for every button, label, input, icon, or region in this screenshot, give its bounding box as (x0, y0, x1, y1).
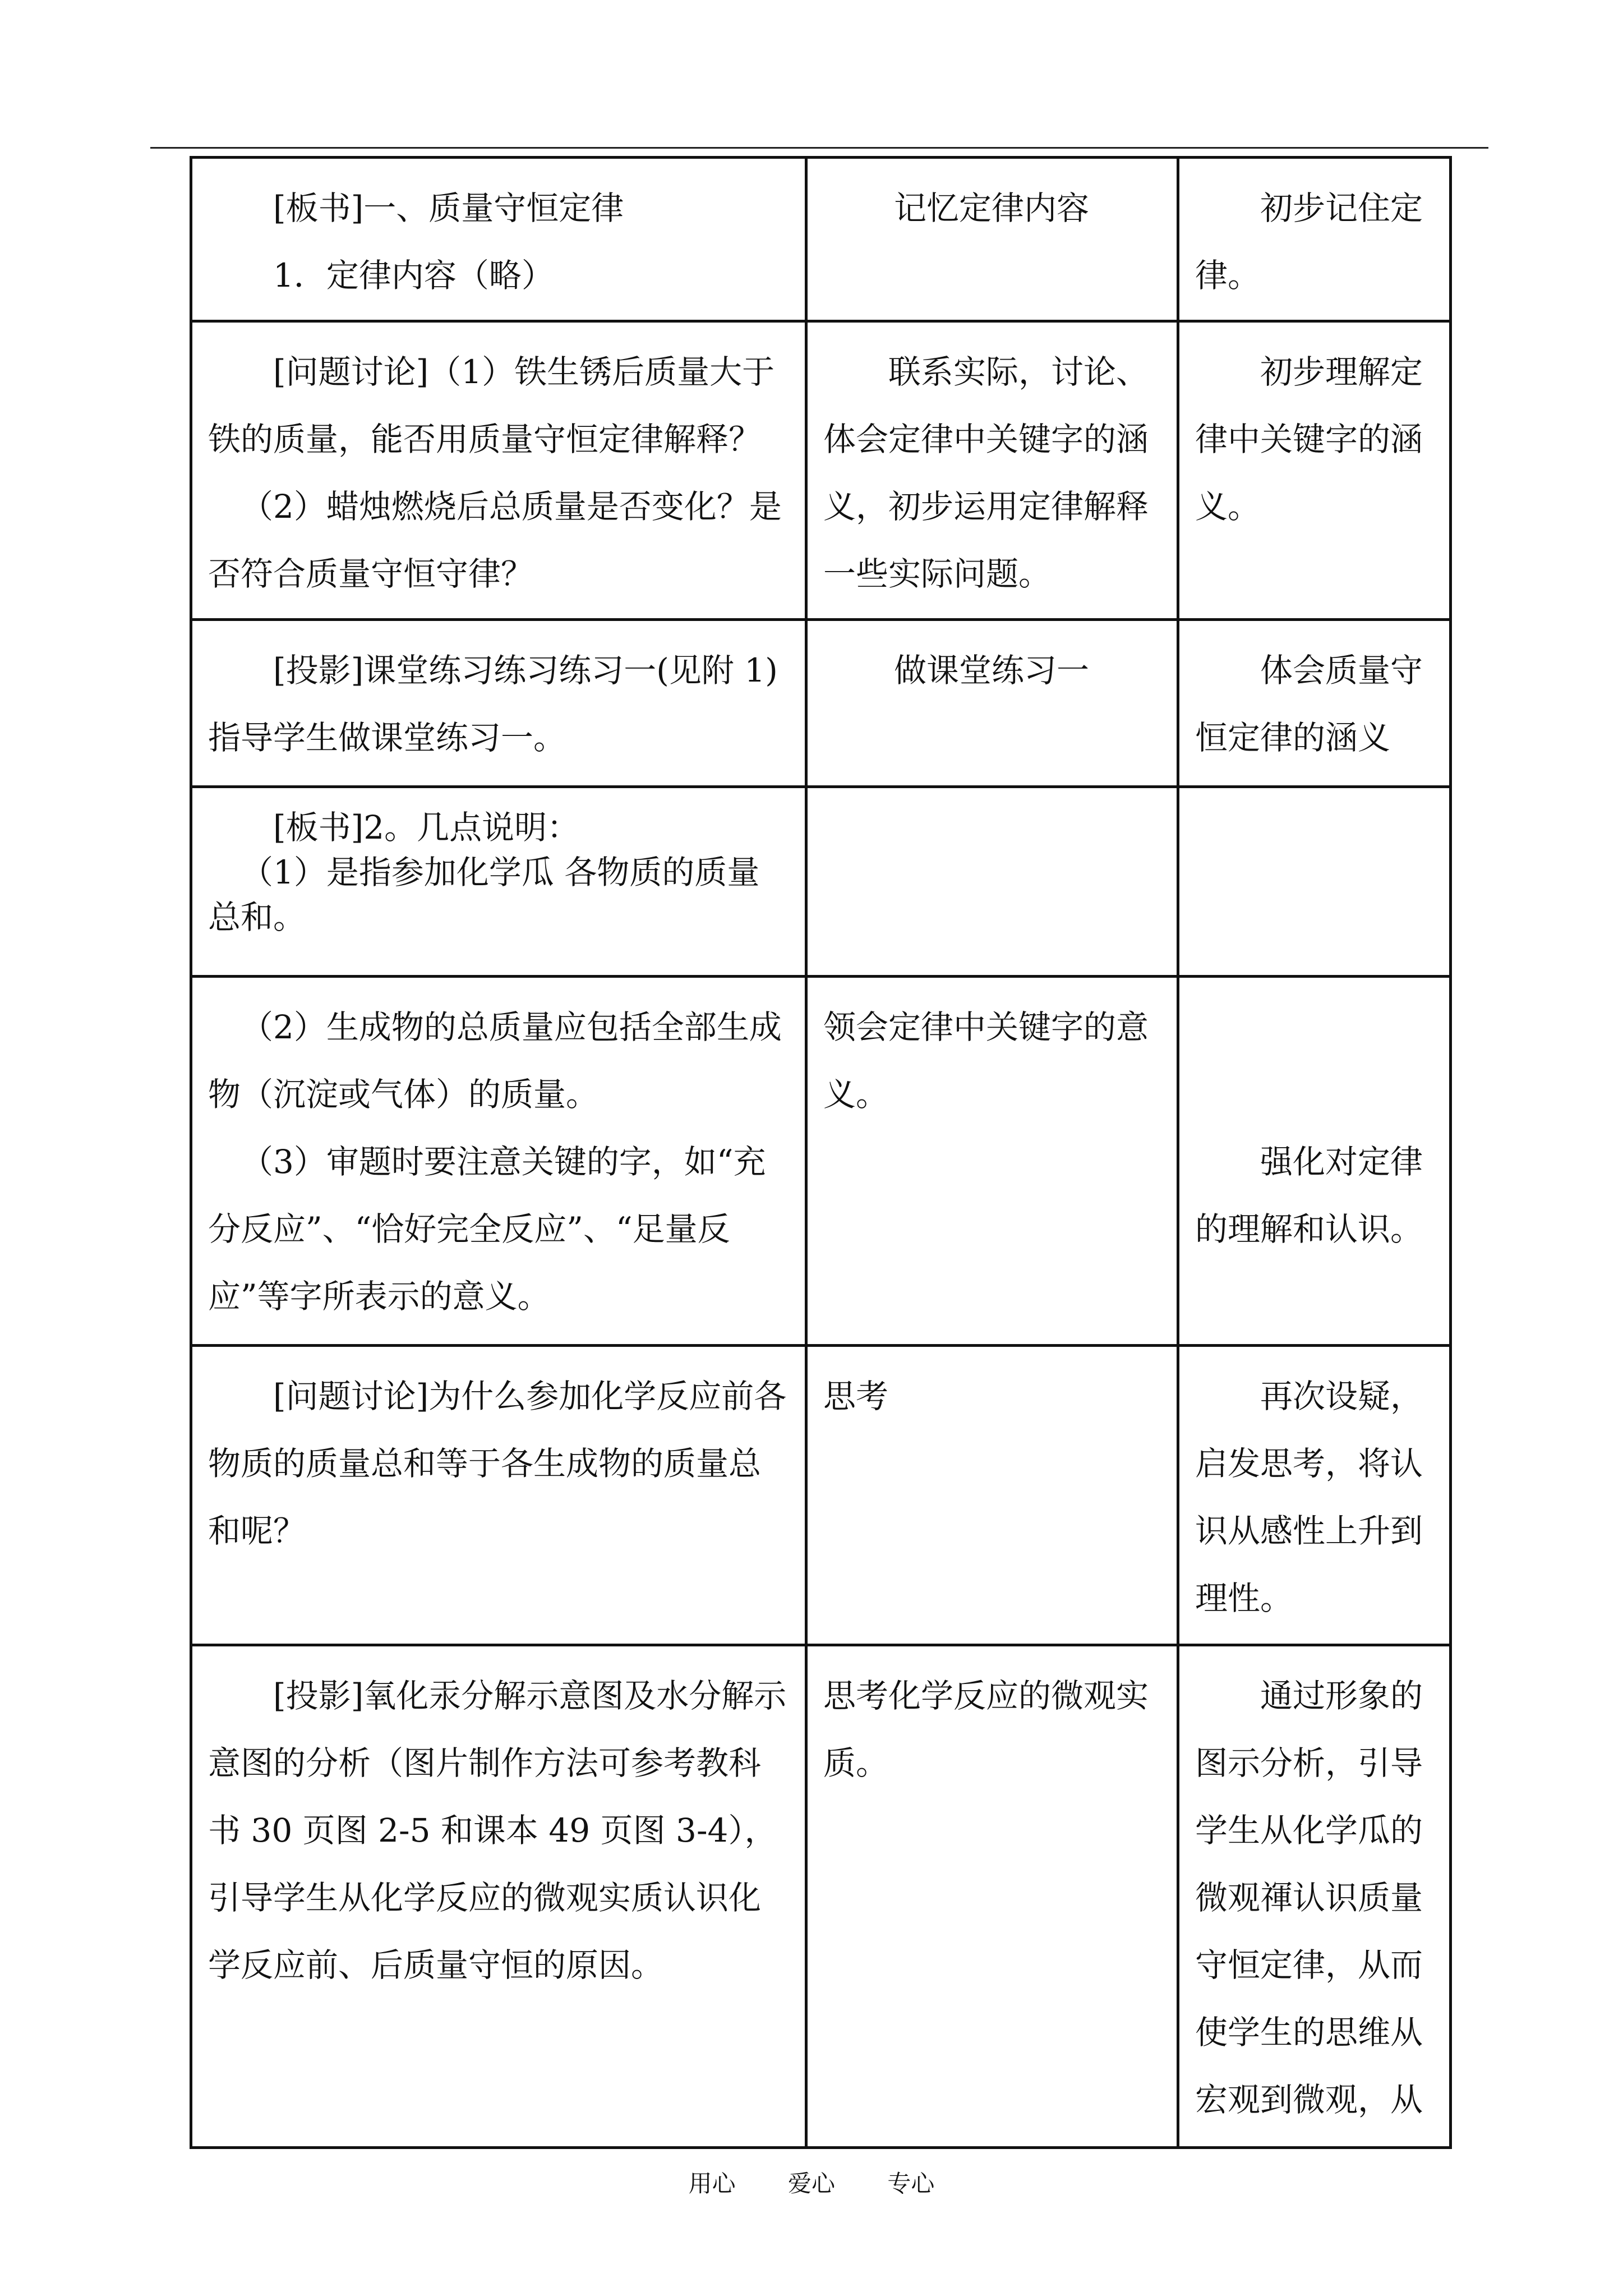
cell-text: 思考化学反应的微观实质。 (823, 1677, 1149, 1782)
cell-text: [板书]一、质量守恒定律 (273, 189, 624, 227)
lesson-table (190, 156, 1452, 2149)
cell-text: [问题讨论]（1）铁生锈后质量大于铁的质量，能否用质量守恒定律解释？ (208, 353, 775, 458)
design-intent-cell (1178, 1346, 1451, 1645)
table-row (191, 158, 1451, 321)
cell-text: 联系实际，讨论、体会定律中关键字的涵义，初步运用定律解释一些实际问题。 (823, 353, 1149, 593)
cell-text: [投影]课堂练习练习练习一(见附 1)指导学生做课堂练习一。 (208, 651, 778, 757)
student-activity-cell (806, 977, 1178, 1346)
design-intent-cell (1178, 620, 1451, 787)
cell-text: 再次设疑，启发思考，将认识从感性上升到理性。 (1195, 1377, 1423, 1617)
student-activity-cell (806, 1346, 1178, 1645)
student-activity-cell (806, 787, 1178, 977)
cell-text: 记忆定律内容 (893, 189, 1089, 227)
cell-text: （1）是指参加化学瓜 各物质的质量总和。 (208, 853, 760, 936)
page-footer (0, 2165, 1623, 2199)
header-rule (150, 147, 1488, 149)
footer-item: 专心 (887, 2170, 935, 2197)
design-intent-cell (1178, 321, 1451, 620)
teacher-activity-cell (191, 158, 806, 321)
student-activity-cell (806, 158, 1178, 321)
footer-item: 爱心 (787, 2170, 835, 2197)
table-row (191, 787, 1451, 977)
table-row (191, 1645, 1451, 2148)
design-intent-cell (1178, 158, 1451, 321)
design-intent-cell (1178, 1645, 1451, 2148)
table-row (191, 620, 1451, 787)
cell-text: 初步记住定律。 (1195, 189, 1423, 295)
student-activity-cell (806, 321, 1178, 620)
table-row (191, 977, 1451, 1346)
student-activity-cell (806, 620, 1178, 787)
cell-text: 领会定律中关键字的意义。 (823, 1008, 1149, 1114)
cell-text: 初步理解定律中关键字的涵义。 (1195, 353, 1423, 526)
teacher-activity-cell (191, 1645, 806, 2148)
cell-text: [投影]氧化汞分解示意图及水分解示意图的分析（图片制作方法可参考教科书 30 页图 2-5 和课本 49 页图 3-4），引导学生从化学反应的微观实质认识化学反应前、后质量守恒的原因。 (208, 1677, 787, 1984)
table-row (191, 1346, 1451, 1645)
cell-text: （3）审题时要注意关键的字，如“充分反应”、“恰好完全反应”、“足量反应”等字所表示的意义。 (208, 1143, 766, 1315)
cell-text: 通过形象的图示分析，引导学生从化学瓜的微观禈认识质量守恒定律，从而使学生的思维从宏观到微观，从 (1195, 1677, 1423, 2119)
design-intent-cell (1178, 787, 1451, 977)
teacher-activity-cell (191, 787, 806, 977)
teacher-activity-cell (191, 1346, 806, 1645)
student-activity-cell (806, 1645, 1178, 2148)
cell-text: [板书]2。几点说明： (273, 808, 580, 846)
teacher-activity-cell (191, 977, 806, 1346)
footer-item: 用心 (688, 2170, 736, 2197)
cell-text: 强化对定律的理解和认识。 (1195, 1143, 1423, 1248)
cell-text: [问题讨论]为什么参加化学反应前各物质的质量总和等于各生成物的质量总和呢？ (208, 1377, 787, 1550)
design-intent-cell (1178, 977, 1451, 1346)
cell-text: 做课堂练习一 (893, 651, 1089, 689)
teacher-activity-cell (191, 321, 806, 620)
teacher-activity-cell (191, 620, 806, 787)
cell-text: （2）生成物的总质量应包括全部生成物（沉淀或气体）的质量。 (208, 1008, 782, 1114)
table-row (191, 321, 1451, 620)
cell-text: （2）蜡烛燃烧后总质量是否变化？是否符合质量守恒守律？ (208, 487, 782, 593)
cell-text: 体会质量守恒定律的涵义 (1195, 651, 1423, 757)
cell-text: 1．定律内容（略） (273, 256, 554, 295)
cell-text: 思考 (823, 1377, 889, 1415)
